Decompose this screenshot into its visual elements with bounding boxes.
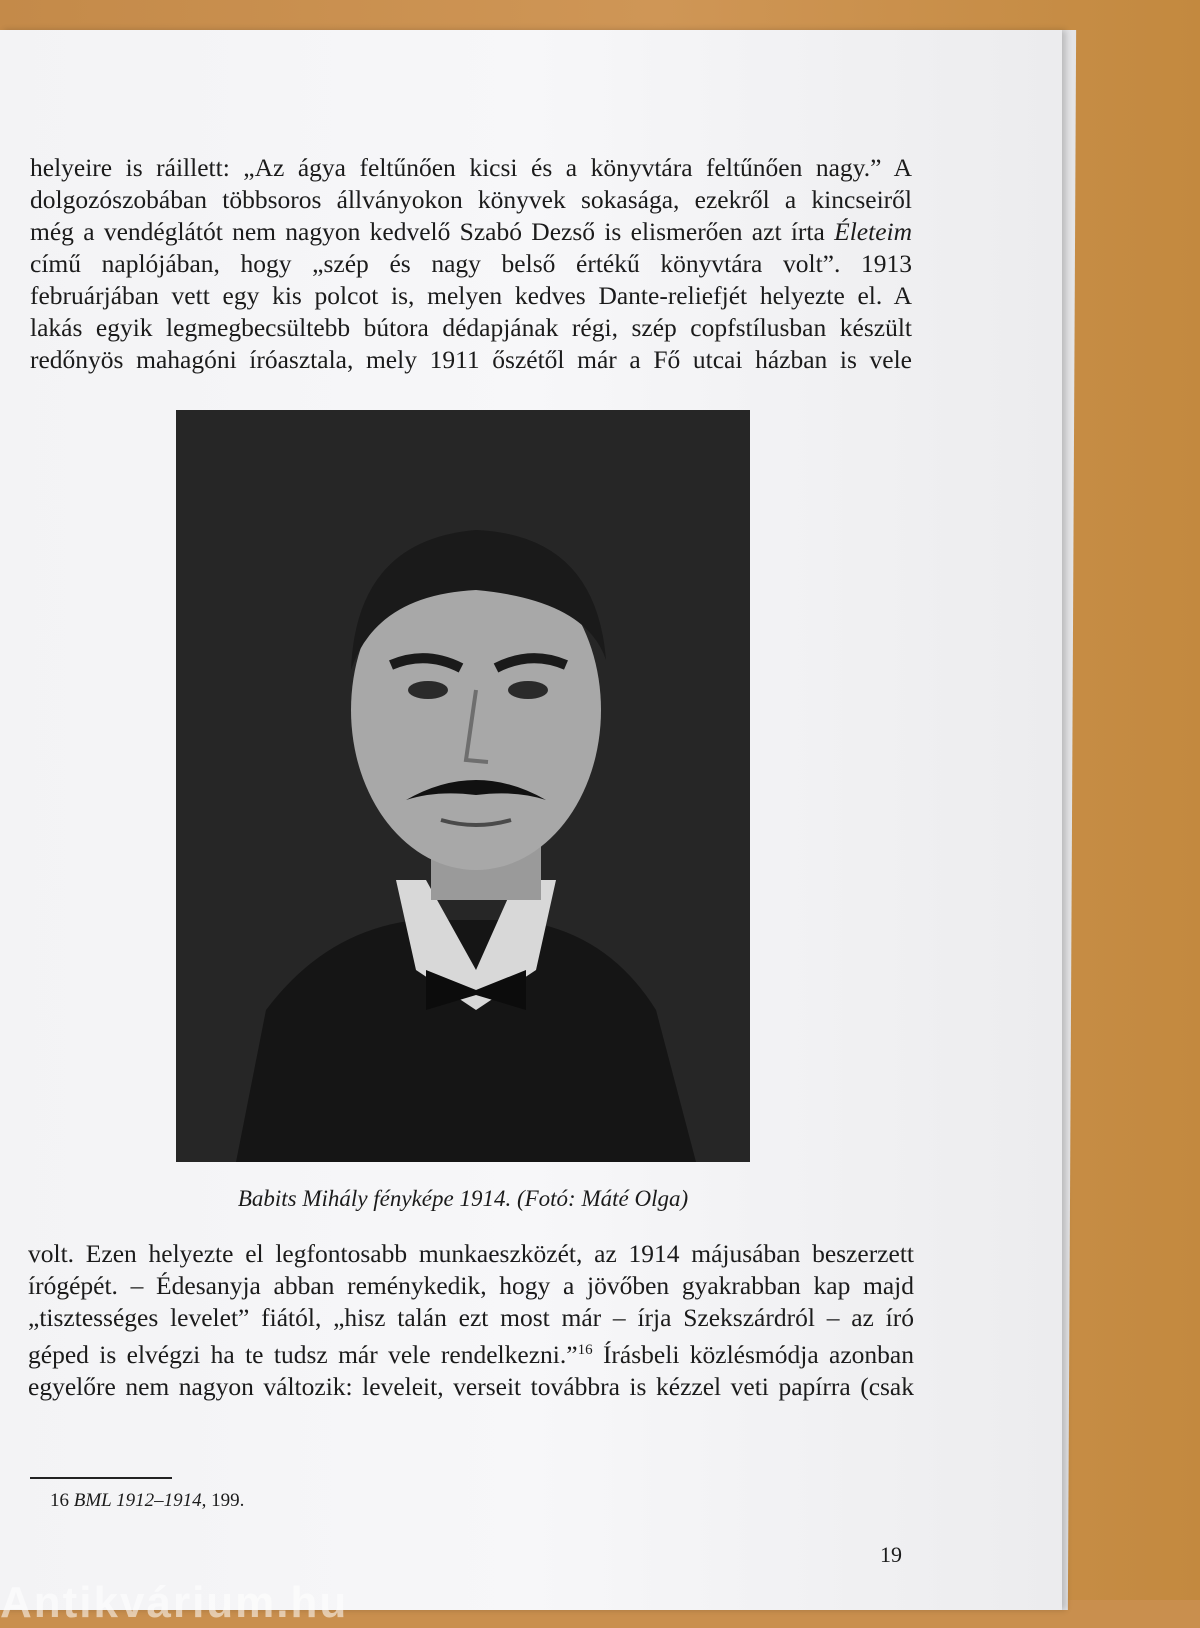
photo-caption: Babits Mihály fényképe 1914. (Fotó: Máté Olga): [237, 1186, 689, 1211]
text-line: [28, 1334, 914, 1371]
footnote-page: , 199.: [201, 1490, 245, 1511]
text-fragment: Írásbeli közlésmódja azonban: [592, 1340, 914, 1369]
footnote-source: BML 1912–1914: [73, 1490, 202, 1511]
footnote: [50, 1490, 244, 1512]
text-line: [30, 216, 912, 248]
text-line: februárjában vett egy kis polcot is, melyen kedves Dante-reliefjét helyezte el. A: [30, 281, 912, 310]
text-line: írógépét. – Édesanyja abban reménykedik, hogy a jövőben gyakrabban kap majd: [28, 1271, 914, 1300]
text-line: helyeire is ráillett: „Az ágya feltűnően kicsi és a könyvtára feltűnően nagy.” A: [30, 153, 912, 182]
footnote-marker: 16: [577, 1342, 593, 1358]
body-text-top: [30, 152, 912, 376]
footnote-number: 16: [50, 1490, 69, 1511]
body-text-bottom: [28, 1238, 914, 1403]
watermark: Antikvárium.hu: [0, 1578, 349, 1627]
portrait-photo: [176, 410, 750, 1162]
footnote-divider: [30, 1477, 172, 1479]
text-line: dolgozószobában többsoros állványokon könyvek sokasága, ezekről a kincseiről: [30, 185, 912, 214]
text-line: redőnyös mahagóni íróasztala, mely 1911 őszétől már a Fő utcai házban is vele: [30, 345, 912, 374]
text-line: lakás egyik legmegbecsültebb bútora dédapjának régi, szép copfstílusban készült: [30, 313, 912, 342]
text-line: egyelőre nem nagyon változik: leveleit, verseit továbbra is kézzel veti papírra (csak: [28, 1372, 914, 1401]
text-line: volt. Ezen helyezte el legfontosabb munkaeszközét, az 1914 májusában beszerzett: [28, 1239, 914, 1268]
text-line: című naplójában, hogy „szép és nagy belső értékű könyvtára volt”. 1913: [30, 249, 912, 278]
text-fragment: még a vendéglátót nem nagyon kedvelő Szabó Dezső is elismerően azt írta: [30, 217, 825, 246]
text-fragment: géped is elvégzi ha te tudsz már vele rendelkezni.”: [28, 1340, 578, 1369]
page-number: 19: [880, 1542, 902, 1567]
book-title-italic: Életeim: [834, 217, 913, 246]
text-line: „tisztességes levelet” fiától, „hisz talán ezt most már – írja Szekszárdról – az író: [28, 1303, 914, 1332]
